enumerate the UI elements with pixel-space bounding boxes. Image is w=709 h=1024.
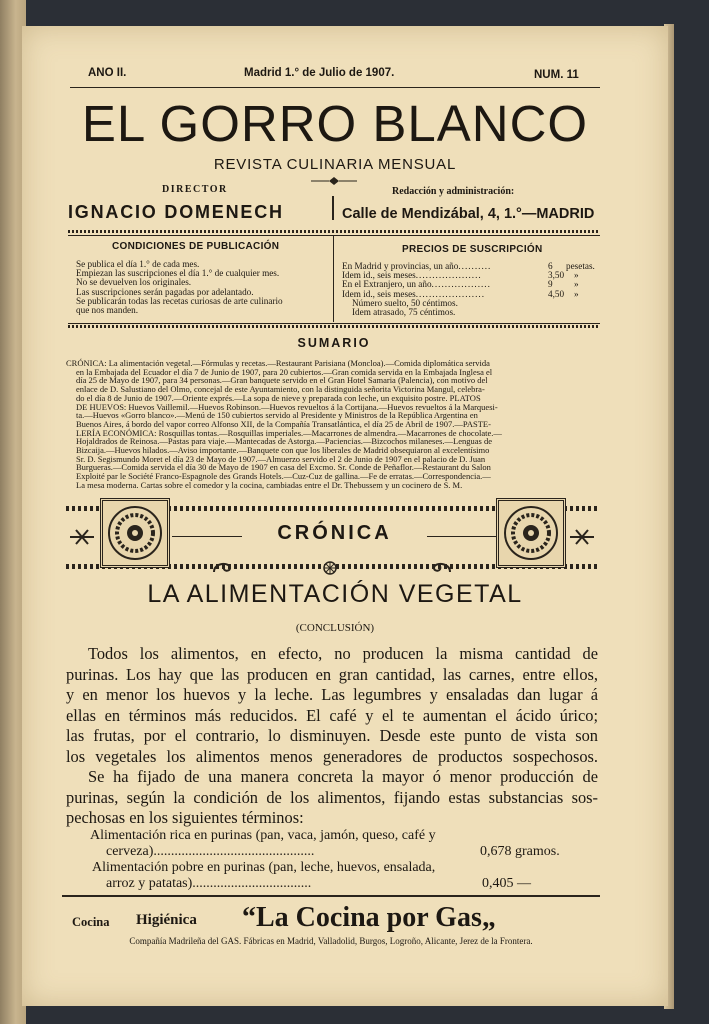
scroll-ornament-icon <box>568 522 596 552</box>
masthead-divider <box>332 196 334 220</box>
summary-heading: SUMARIO <box>297 336 371 350</box>
purine-table <box>90 828 600 892</box>
advert-rule <box>62 895 600 897</box>
swirl-icon <box>432 560 452 574</box>
director-label: DIRECTOR <box>162 184 228 195</box>
summary-line: do el día 8 de Junio de 1907.—Oriente exprés.—La sopa de nieve y preparada con leche, un exquisito postre. PLATOS <box>76 392 481 403</box>
table-row-value: 0,678 gramos. <box>480 844 560 859</box>
info-box-top <box>68 235 600 236</box>
medallion-icon <box>322 560 338 576</box>
director-name: IGNACIO DOMENECH <box>68 202 284 222</box>
condition-line: que nos manden. <box>76 305 139 316</box>
price-value: 9 <box>548 279 553 290</box>
price-value: 3,50 <box>548 270 565 281</box>
header-rule <box>70 87 600 88</box>
summary-line: enlace de D. Salustiano del Olmo, concejal de este Ayuntamiento, con la distinguida señorita Victorina Mangul, celebra- <box>76 384 485 395</box>
summary-line: en la Embajada del Ecuador el día 7 de Junio de 1907, para 20 cubiertos.—Gran comida servida en la Embajada Inglesa el <box>76 366 493 377</box>
article-paragraph-2 <box>66 767 598 829</box>
magazine-page <box>22 26 668 1006</box>
price-row: En el Extranjero, un año.................. 9 » <box>342 279 579 290</box>
ornament-rule-bottom <box>68 325 600 328</box>
summary-line: DE HUEVOS: Huevos Vaillemil.—Huevos Robinson.—Huevos revueltos á la Cortijana.—Huevos revueltos á la Marquesi- <box>76 401 498 412</box>
article-line: los vegetales los alimentos menos generadores de productos sospechosos. <box>66 746 598 766</box>
summary-line: La mesa moderna. Cartas sobre el comedor y la cocina, cambiadas entre el Dr. Thebussem y un cocinero de S. M. <box>76 479 463 490</box>
article-line: y en menor los huevos y la leche. Las legumbres y ensaladas dan lugar á <box>66 685 598 704</box>
advert-mid: Higiénica <box>136 912 197 928</box>
article-note: (CONCLUSIÓN) <box>295 622 375 634</box>
article-line: ellas en términos más reducidos. El café y el te aumentan el ácido úrico; <box>66 705 598 725</box>
rosette-icon <box>103 501 167 565</box>
price-row: En Madrid y provincias, un año.......... 6 pesetas. <box>342 261 595 271</box>
article-line: purinas. Los hay que las producen en gran cantidad, las carnes, entre ellos, <box>66 664 598 684</box>
admin-address: Calle de Mendizábal, 4, 1.°—MADRID <box>342 206 595 222</box>
magazine-title: EL GORRO BLANCO <box>81 95 589 152</box>
table-row-desc: Alimentación pobre en purinas (pan, leche, huevos, ensalada, <box>92 860 436 875</box>
condition-line: Se publica el día 1.° de cada mes. <box>76 259 200 269</box>
price-label: En Madrid y provincias, un año <box>342 261 459 271</box>
info-box-bottom <box>68 323 600 324</box>
issue-date: Madrid 1.° de Julio de 1907. <box>244 67 395 79</box>
price-row: Idem id., seis meses..................... 4,50 » <box>342 288 579 299</box>
prices-list <box>342 262 604 317</box>
table-row-tail: cerveza).............................................. <box>106 844 315 859</box>
advert-left: Cocina <box>72 915 110 929</box>
summary-line: Buenos Aires, á bordo del vapor correo Alfonso XII, de la Compañía Transatlántica, el día 25 de Abril de 1907.—PASTE- <box>76 418 491 429</box>
article-line: Se ha fijado de una manera concreta la mayor ó menor producción de <box>88 767 598 786</box>
price-extra: Número suelto, 50 céntimos. <box>352 297 458 308</box>
condition-line: No se devuelven los originales. <box>76 277 192 288</box>
condition-line: Se publicarán todas las recetas curiosas de arte culinario <box>76 295 283 306</box>
advert-main: “La Cocina por Gas„ <box>242 902 496 933</box>
condition-line: Empiezan las suscripciones el día 1.° de cualquier mes. <box>76 268 280 279</box>
summary-line: ta.—Huevos «Gorro blanco».—Menú de 150 cubiertos servido al Presidente y Ministros de la República Argentina en <box>76 410 478 421</box>
summary-text <box>66 359 602 490</box>
ornament-rule-top <box>68 230 600 233</box>
table-row-desc: Alimentación rica en purinas (pan, vaca, jamón, queso, café y <box>90 828 436 843</box>
summary-line: LERÍA ECONÓMICA: Rosquillas tontas.—Rosquillas imperiales.—Macarrones de almendra.—Macarrones de chocolate.— <box>76 427 502 438</box>
table-row-tail: arroz y patatas).................................. <box>106 876 312 891</box>
price-row: Idem id., seis meses.................... 3,50 » <box>342 270 579 281</box>
info-box-divider <box>333 236 334 322</box>
rosette-left <box>100 498 170 568</box>
scroll-ornament-icon <box>68 522 96 552</box>
article-line: pechosas en los siguientes términos: <box>66 808 304 827</box>
rosette-icon <box>499 501 563 565</box>
swirl-icon <box>212 560 232 574</box>
price-unit: » <box>574 288 579 299</box>
summary-line: Bizcaija.—Huevos hilados.—Aviso importante.—Banquete con que los liberales de Madrid obsequiaron al excelentísimo <box>76 445 490 456</box>
prices-heading: PRECIOS DE SUSCRIPCIÓN <box>402 244 543 255</box>
price-unit: pesetas. <box>566 261 595 271</box>
summary-line: CRÓNICA: La alimentación vegetal.—Fórmulas y recetas.—Restaurant Parisiana (Moncloa).—Comida diplomática servida <box>66 358 490 368</box>
summary-line: Exploité par le Société Franco-Espagnole des Grands Hotels.—Cuz-Cuz de gallina.—Fe de erratas.—Correspondencia.— <box>76 471 491 482</box>
section-title: CRÓNICA <box>277 522 392 544</box>
article-paragraph-1 <box>66 644 598 767</box>
article-title: LA ALIMENTACIÓN VEGETAL <box>147 580 523 608</box>
flourish-icon <box>309 176 359 186</box>
price-value: 4,50 <box>548 288 565 299</box>
summary-line: Sr. D. Segismundo Moret el día 23 de Mayo de 1907.—Almuerzo servido el 2 de Junio de 1907 en el palacio de D. Juan <box>76 453 486 464</box>
article-line: las frutas, por el contrario, lo disminuyen. Desde este punto de vista son <box>66 726 598 745</box>
price-unit: » <box>574 279 579 290</box>
summary-line: día 25 de Mayo de 1907, para 34 personas.—Gran banquete servido en el Gran Hotel Samaria (Palencia), con motivo del <box>76 375 488 386</box>
price-label: En el Extranjero, un año <box>342 279 432 290</box>
table-row <box>90 828 600 860</box>
table-row-value: 0,405 — <box>482 876 531 891</box>
article-line: purinas, según la condición de los alimentos, fijando estas substancias sos- <box>66 787 598 807</box>
magazine-subtitle: REVISTA CULINARIA MENSUAL <box>213 156 457 173</box>
price-unit: » <box>574 270 579 281</box>
summary-line: Hojaldrados de Reinosa.—Pastas para viaje.—Mantecadas de Astorga.—Paciencias.—Bizcochos milaneses.—Lenguas de <box>76 436 492 447</box>
price-label: Idem id., seis meses <box>342 270 416 281</box>
summary-line: Burgueras.—Comida servida el día 30 de Mayo de 1907 en casa del Excmo. Sr. Conde de Peñaflor.—Restaurant du Salon <box>76 462 491 473</box>
conditions-list <box>76 260 326 315</box>
rosette-right <box>496 498 566 568</box>
issue-year: ANO II. <box>88 67 127 79</box>
issue-number: NUM. 11 <box>534 69 579 81</box>
conditions-heading: CONDICIONES DE PUBLICACIÓN <box>112 241 280 252</box>
price-label: Idem id., seis meses <box>342 288 416 299</box>
condition-line: Las suscripciones serán pagadas por adelantado. <box>76 286 254 297</box>
table-row <box>90 860 600 892</box>
price-extra: Idem atrasado, 75 céntimos. <box>352 306 456 317</box>
admin-label: Redacción y administración: <box>392 186 515 197</box>
article-line: Todos los alimentos, en efecto, no producen la misma cantidad de <box>88 644 598 663</box>
advert-footer: Compañía Madrileña del GAS. Fábricas en Madrid, Valladolid, Burgos, Logroño, Alicante, Jerez de la Frontera. <box>129 936 533 946</box>
price-value: 6 <box>548 261 553 271</box>
